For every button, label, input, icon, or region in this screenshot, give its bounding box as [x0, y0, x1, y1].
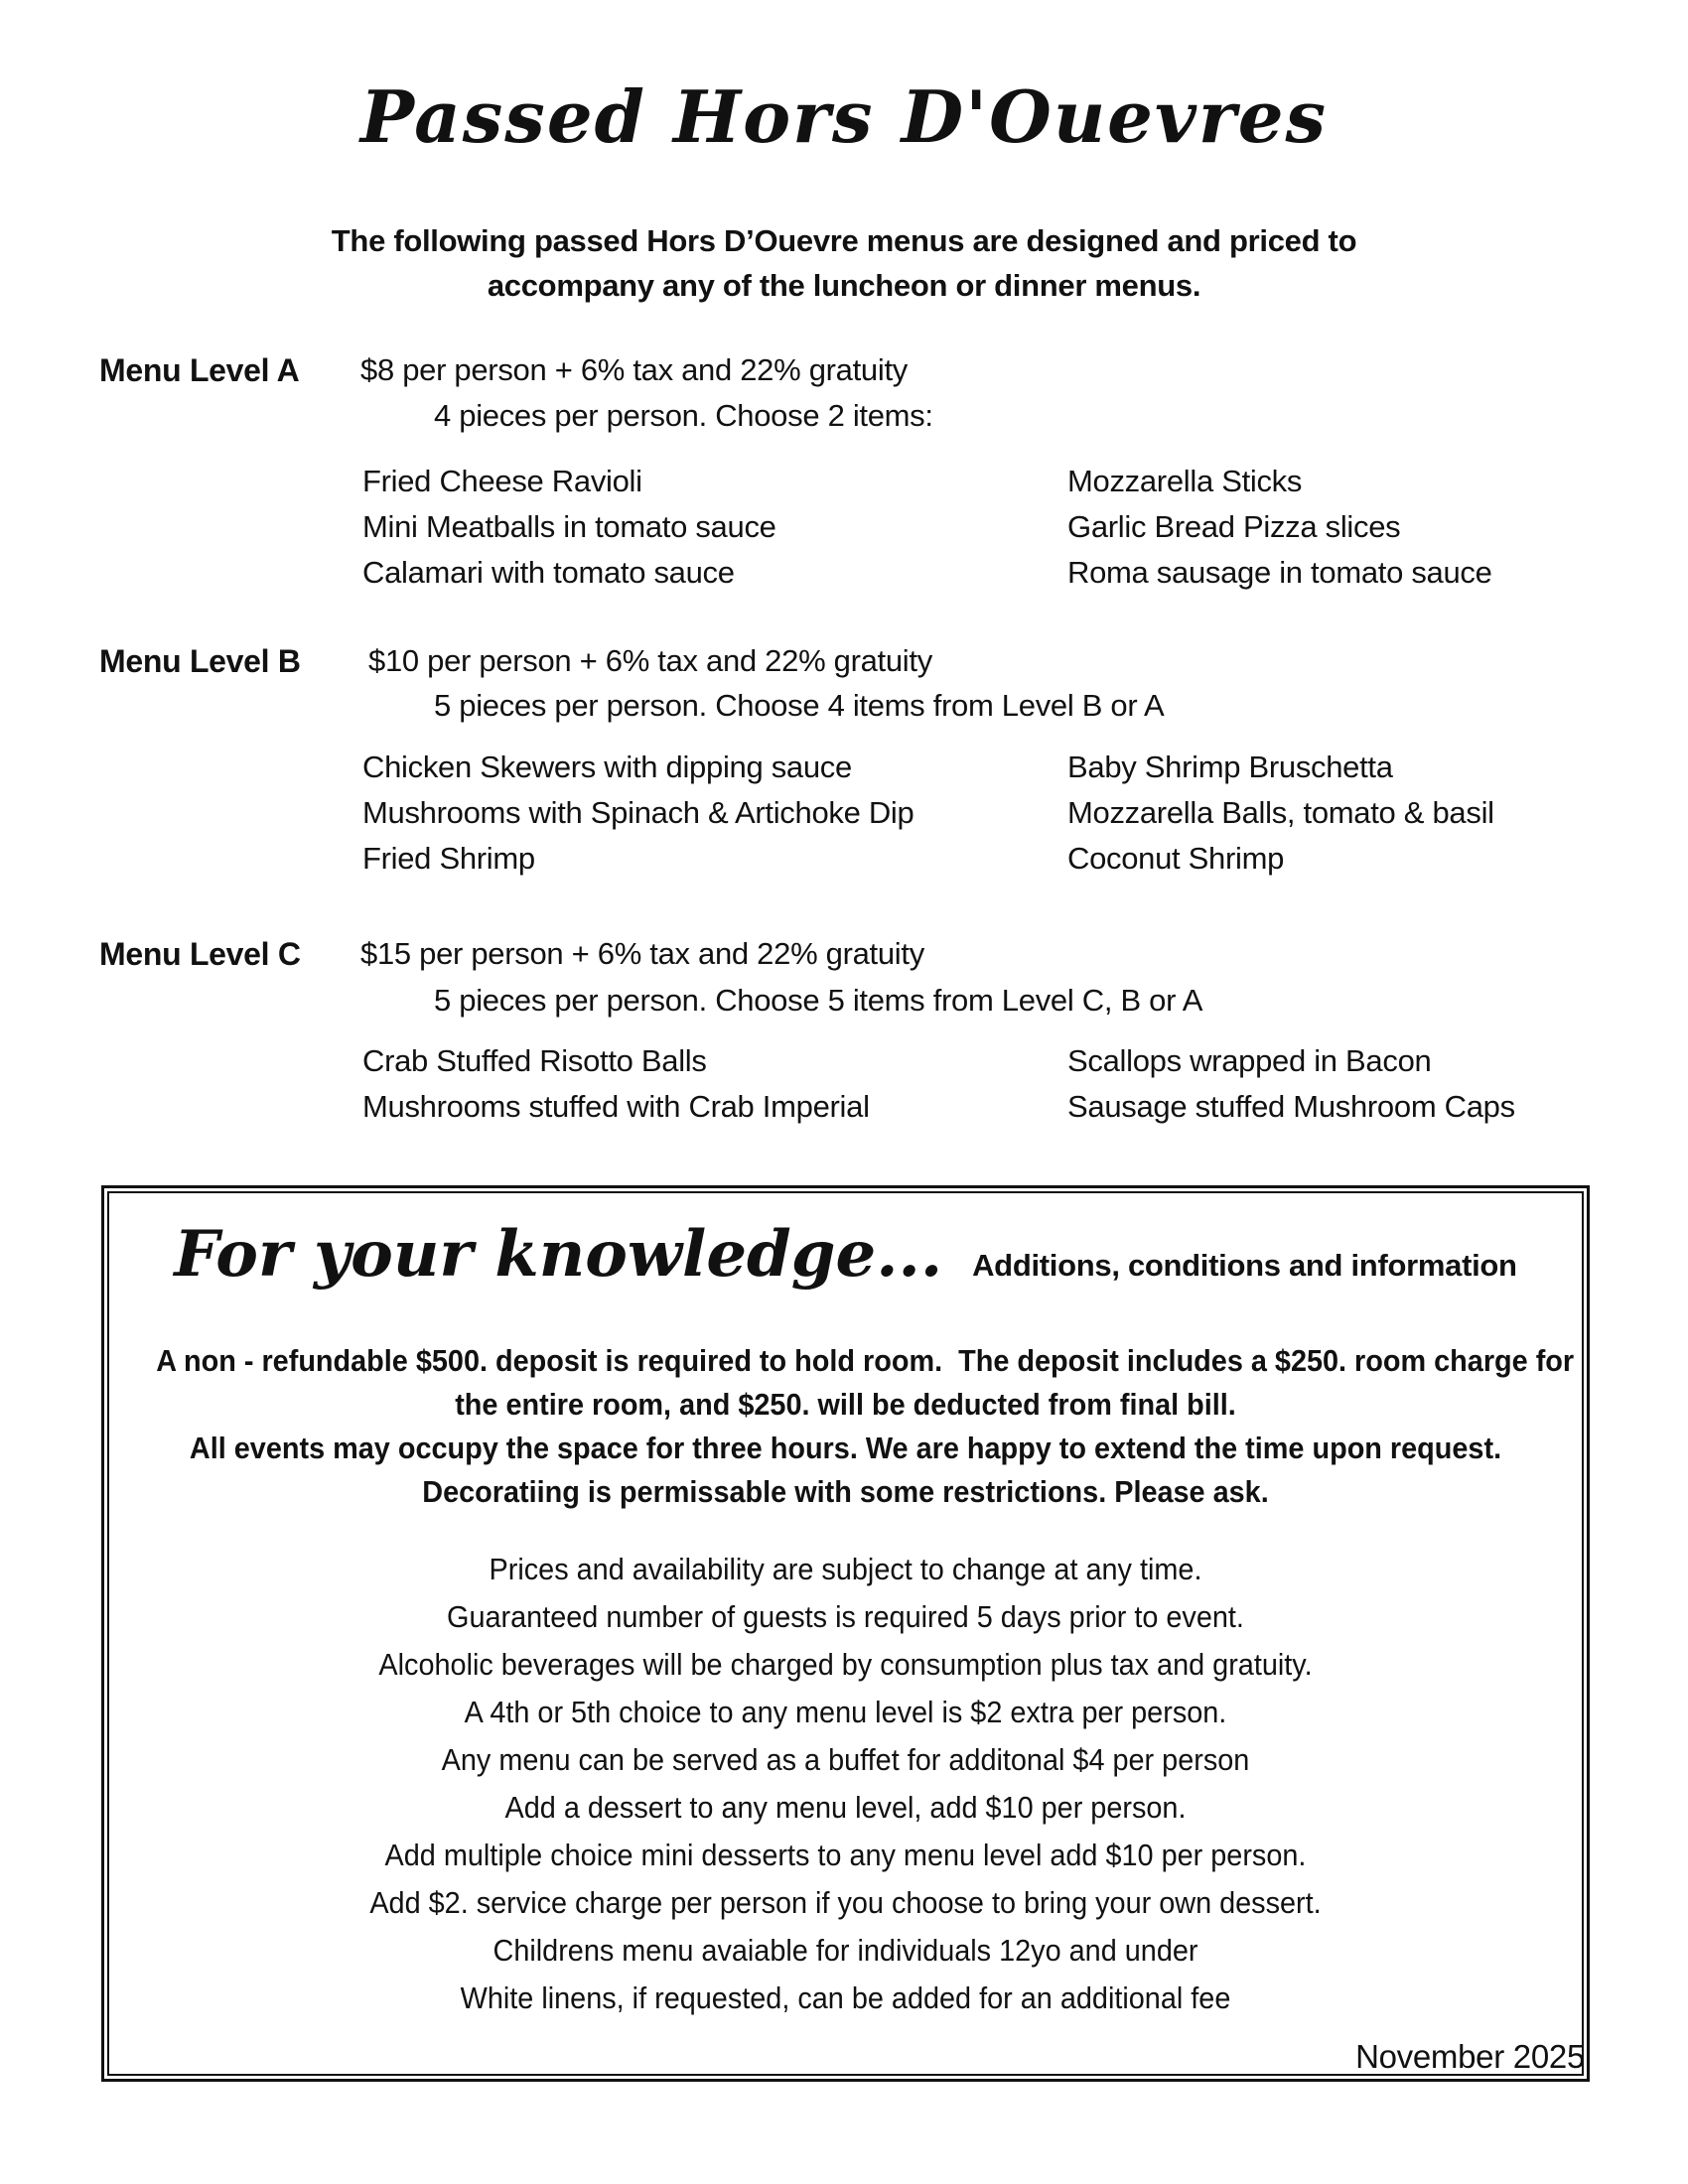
menu-item: Fried Cheese Ravioli	[362, 464, 642, 498]
note-line: Add $2. service charge per person if you choose to bring your own dessert.	[369, 1885, 1322, 1920]
menu-level-a-label: Menu Level A	[99, 352, 300, 388]
info-box-script-heading: For your knowledge...	[174, 1217, 943, 1292]
menu-level-b-section	[0, 638, 1688, 926]
menu-level-a-items-right	[1067, 459, 1492, 596]
menu-level-c-section	[0, 931, 1688, 1160]
note-line: White linens, if requested, can be added for an additional fee	[460, 1980, 1231, 2015]
menu-level-a-items-left	[362, 459, 776, 596]
menu-level-c-choose: 5 pieces per person. Choose 5 items from Level C, B or A	[434, 983, 1203, 1018]
menu-item: Roma sausage in tomato sauce	[1067, 555, 1492, 590]
page-title: Passed Hors D'Ouevres	[359, 74, 1329, 159]
intro-line-1: The following passed Hors D’Ouevre menus are designed and priced to	[331, 223, 1357, 258]
menu-level-c-items-left	[362, 1038, 870, 1130]
menu-level-a-price: $8 per person + 6% tax and 22% gratuity	[360, 352, 908, 387]
info-box	[101, 1185, 1590, 2082]
menu-item: Scallops wrapped in Bacon	[1067, 1043, 1432, 1078]
menu-item: Baby Shrimp Bruschetta	[1067, 750, 1393, 784]
menu-level-b-items-left	[362, 745, 914, 882]
menu-item: Mozzarella Balls, tomato & basil	[1067, 795, 1494, 830]
menu-level-c-price: $15 per person + 6% tax and 22% gratuity	[360, 936, 924, 971]
note-line: Any menu can be served as a buffet for additonal $4 per person	[441, 1742, 1250, 1777]
note-line: Guaranteed number of guests is required 5 days prior to event.	[447, 1599, 1244, 1634]
menu-level-a-choose: 4 pieces per person. Choose 2 items:	[434, 398, 933, 433]
note-line: Add multiple choice mini desserts to any menu level add $10 per person.	[384, 1838, 1307, 1872]
menu-level-b-items-right	[1067, 745, 1494, 882]
menu-item: Sausage stuffed Mushroom Caps	[1067, 1089, 1515, 1124]
menu-item: Mozzarella Sticks	[1067, 464, 1303, 498]
menu-item: Coconut Shrimp	[1067, 841, 1285, 876]
info-box-heading	[104, 1210, 1587, 1299]
menu-item: Garlic Bread Pizza slices	[1067, 509, 1401, 544]
info-box-heading-note: Additions, conditions and information	[972, 1248, 1517, 1283]
menu-level-c-items-right	[1067, 1038, 1515, 1130]
menu-level-b-price: $10 per person + 6% tax and 22% gratuity	[368, 643, 932, 678]
note-line: Alcoholic beverages will be charged by consumption plus tax and gratuity.	[378, 1647, 1313, 1682]
intro-text	[0, 218, 1688, 308]
menu-level-b-label: Menu Level B	[99, 643, 301, 679]
menu-item: Mushrooms with Spinach & Artichoke Dip	[362, 795, 914, 830]
note-line: Add a dessert to any menu level, add $10 per person.	[504, 1790, 1187, 1825]
info-box-notes	[104, 1546, 1587, 2022]
menu-item: Mini Meatballs in tomato sauce	[362, 509, 776, 544]
menu-level-b-choose: 5 pieces per person. Choose 4 items from Level B or A	[434, 688, 1165, 723]
note-line: Prices and availability are subject to change at any time.	[489, 1552, 1202, 1586]
bold-line: All events may occupy the space for three hours. We are happy to extend the time upon request.	[189, 1431, 1502, 1465]
menu-item: Fried Shrimp	[362, 841, 535, 876]
menu-item: Calamari with tomato sauce	[362, 555, 735, 590]
note-line: A 4th or 5th choice to any menu level is $2 extra per person.	[464, 1695, 1227, 1729]
menu-item: Mushrooms stuffed with Crab Imperial	[362, 1089, 870, 1124]
menu-level-a-section	[0, 347, 1688, 635]
menu-level-c-label: Menu Level C	[99, 936, 301, 972]
bold-line: Decoratiing is permissable with some restrictions. Please ask.	[422, 1474, 1269, 1509]
intro-line-2: accompany any of the luncheon or dinner menus.	[487, 268, 1201, 303]
bold-line: the entire room, and $250. will be deducted from final bill.	[455, 1387, 1236, 1422]
note-line: Childrens menu avaiable for individuals 12yo and under	[492, 1933, 1198, 1968]
menu-item: Crab Stuffed Risotto Balls	[362, 1043, 707, 1078]
menu-item: Chicken Skewers with dipping sauce	[362, 750, 852, 784]
info-box-bold-paragraph	[104, 1339, 1587, 1514]
bold-line: A non - refundable $500. deposit is required to hold room. The deposit includes a $250. room charge for	[156, 1343, 1575, 1378]
document-date: November 2025	[1355, 2038, 1585, 2075]
